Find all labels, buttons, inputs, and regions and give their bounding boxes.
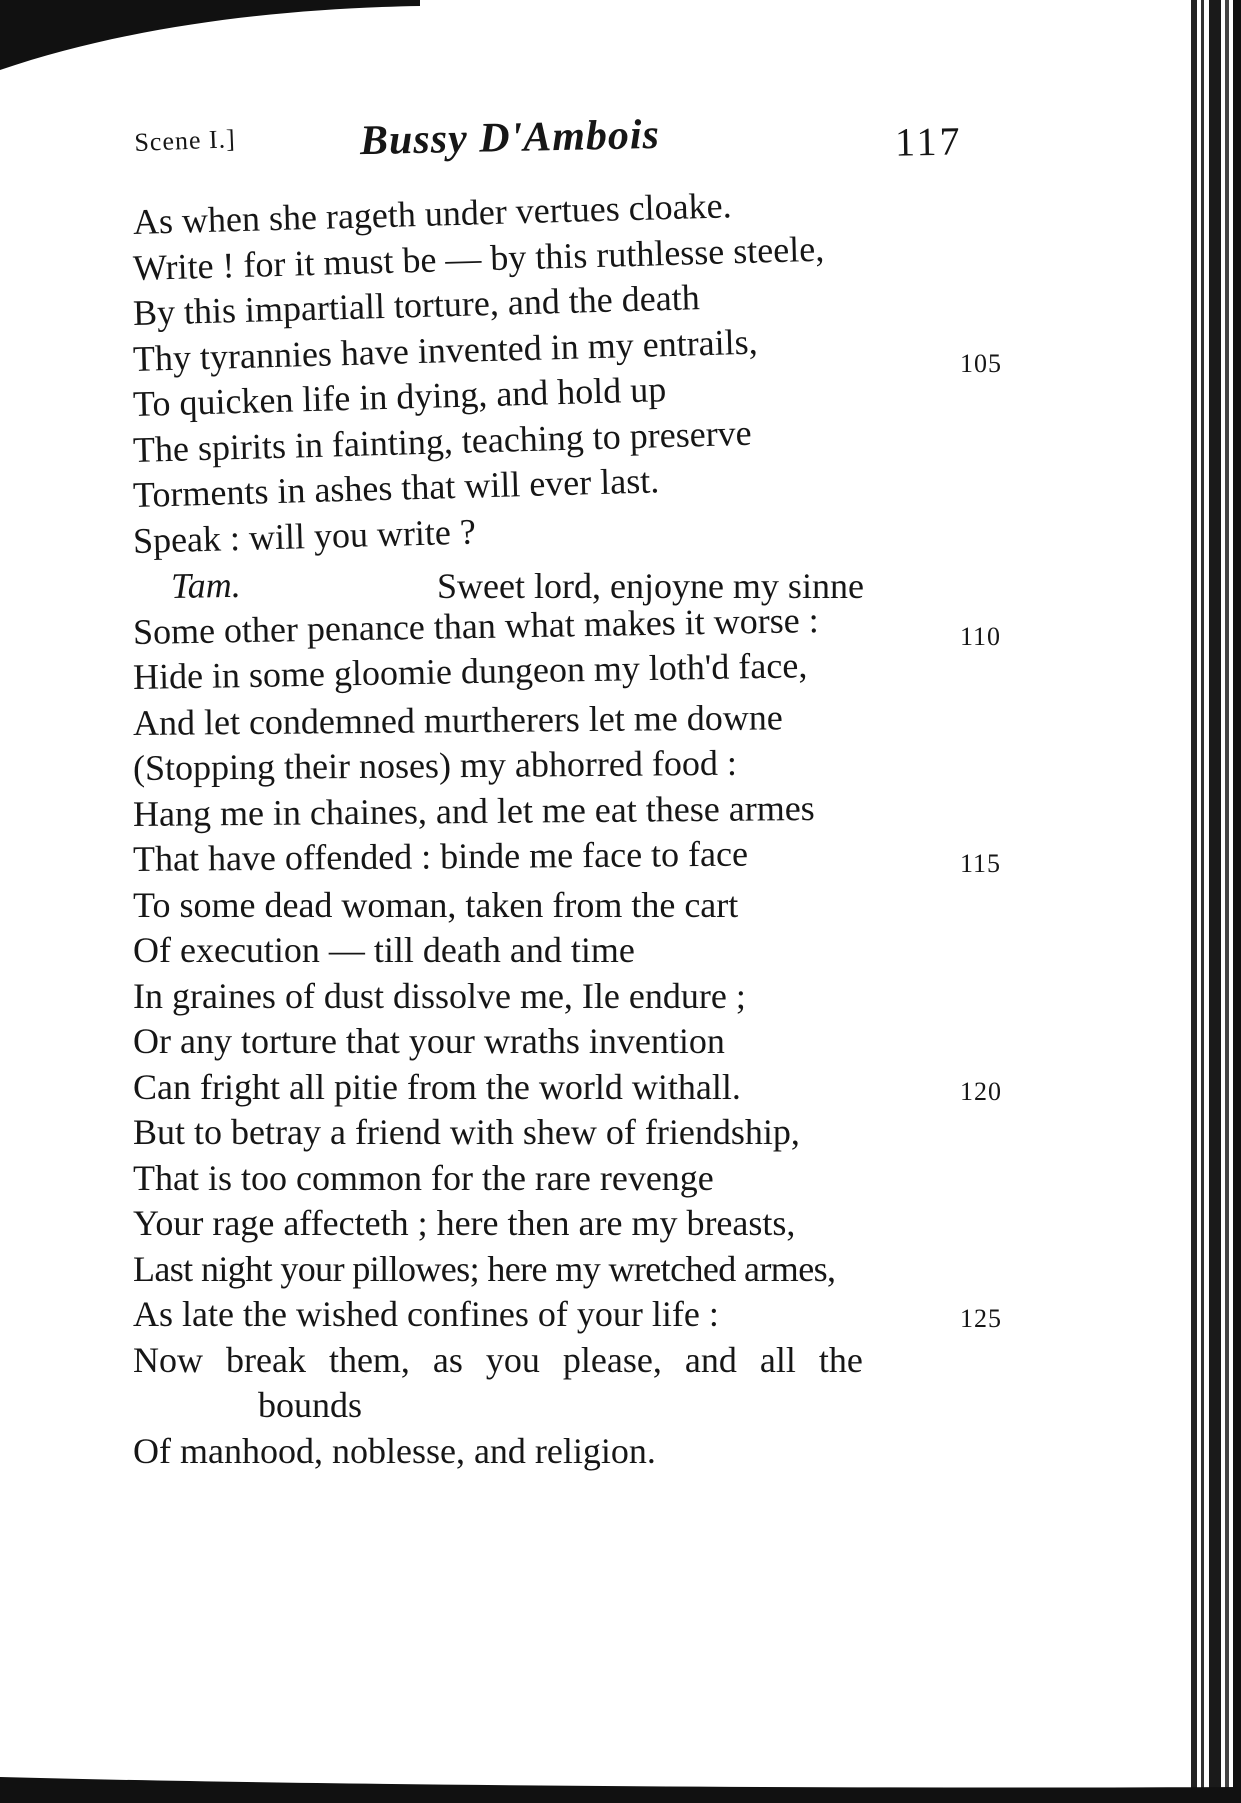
verse-line: Or any torture that your wraths invention	[133, 1021, 725, 1061]
page-number: 117	[894, 118, 963, 165]
verse-line: In graines of dust dissolve me, Ile endure ;	[133, 975, 746, 1016]
verse-line: Can fright all pitie from the world withall. 120	[133, 1065, 973, 1111]
verse-line: Now break them, as you please, and all the	[133, 1339, 863, 1380]
verse-line: To some dead woman, taken from the cart	[133, 884, 739, 925]
verse-line: Your rage affecteth ; here then are my breasts,	[133, 1203, 796, 1243]
speaker-name: Tam.	[170, 564, 242, 606]
verse-line: Some other penance than what makes it worse : 110	[133, 610, 973, 656]
verse-line: As late the wished confines of your life : 125	[133, 1292, 973, 1338]
verse-line: Write ! for it must be — by this ruthlesse steele,	[132, 228, 825, 288]
verse-line: The spirits in fainting, teaching to preserve	[132, 412, 753, 470]
verse-line: As when she rageth under vertues cloake.	[132, 185, 733, 242]
verse-line: (Stopping their noses) my abhorred food :	[132, 742, 738, 788]
page-binding-edge	[1185, 0, 1241, 1803]
verse-line: Of execution — till death and time	[133, 930, 635, 970]
verse-text	[132, 185, 1002, 1474]
verse-line: Thy tyrannies have invented in my entrails, 105	[133, 337, 973, 383]
line-number: 115	[960, 849, 1002, 878]
verse-line-continuation: bounds	[258, 1385, 363, 1425]
scan-shadow-bottom	[0, 1763, 1241, 1803]
verse-line: Torments in ashes that will ever last.	[132, 460, 660, 515]
verse-line: That have offended : binde me face to face 115	[133, 837, 973, 883]
verse-line: Of manhood, noblesse, and religion.	[133, 1430, 656, 1471]
verse-line: That is too common for the rare revenge	[133, 1157, 714, 1198]
verse-line: Tam. Sweet lord, enjoyne my sinne	[133, 564, 973, 610]
line-number: 105	[960, 348, 1002, 378]
scene-label: Scene I.]	[133, 124, 237, 158]
verse-line: Speak : will you write ?	[132, 510, 477, 561]
verse-line: Hide in some gloomie dungeon my loth'd face,	[132, 645, 808, 697]
verse-line: But to betray a friend with shew of friendship,	[133, 1112, 800, 1152]
line-number: 120	[960, 1076, 1002, 1106]
line-number: 125	[960, 1304, 1002, 1333]
verse-line: And let condemned murtherers let me downe	[132, 696, 783, 743]
running-title: Bussy D'Ambois	[359, 111, 661, 165]
verse-line: To quicken life in dying, and hold up	[132, 369, 667, 424]
line-number: 110	[960, 621, 1002, 651]
page-header	[0, 0, 1241, 180]
verse-line: Hang me in chaines, and let me eat these armes	[132, 787, 815, 834]
verse-line: Last night your pillowes; here my wretched armes,	[133, 1248, 836, 1289]
verse-line: By this impartiall torture, and the death	[132, 277, 701, 333]
